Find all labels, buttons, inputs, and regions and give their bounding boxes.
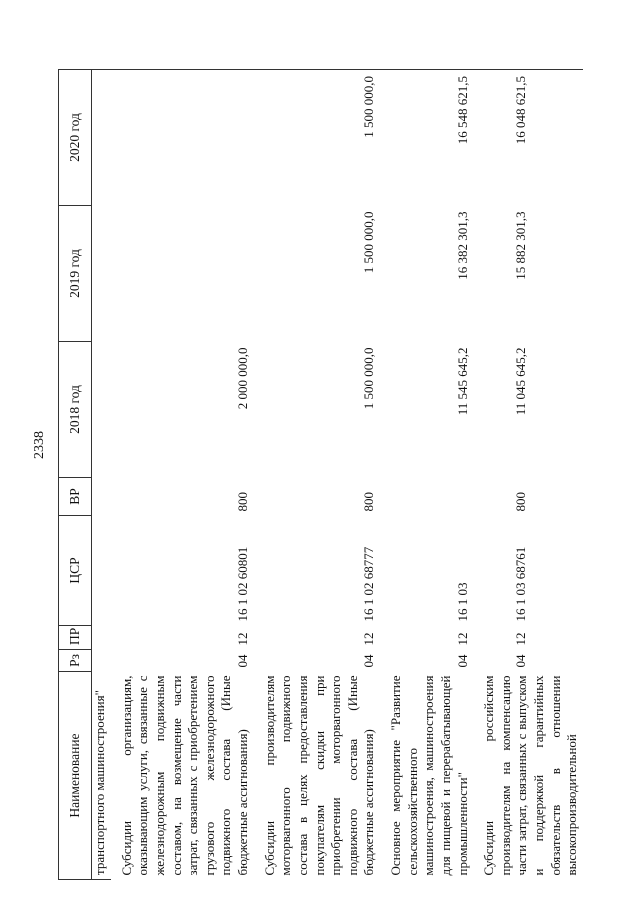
row-name: Субсидии производителям моторвагонного подвижного состава в целях предоставления покупателям скидки при приобретении моторвагонного подвижного состава (Иные бюджетные ассигнования)	[261, 675, 377, 876]
row-2019: 1 500 000,0	[361, 211, 377, 274]
row-name: Субсидии организациям, оказывающим услуги, связанные с железнодорожным подвижным составом, на возмещение части затрат, связанных с приобретением грузового железнодорожного подвижного состава (Иные бюджетные ассигнования)	[118, 675, 250, 876]
row-csr	[92, 516, 111, 626]
row-csr: 16 1 03 68761	[513, 546, 529, 622]
row-2019	[111, 206, 254, 342]
row-rz	[92, 650, 111, 672]
row-rz: 04	[235, 654, 250, 668]
row-2020: 1 500 000,0	[254, 70, 380, 206]
header-2019: 2019 год	[59, 206, 92, 342]
table-row	[111, 70, 254, 880]
header-2020: 2020 год	[59, 70, 92, 206]
row-2019: 15 882 301,3	[513, 211, 529, 280]
table-row	[473, 70, 583, 880]
header-csr: ЦСР	[59, 516, 92, 626]
row-rz: 04	[513, 654, 529, 668]
row-csr: 16 1 02 68777	[361, 546, 377, 622]
header-name: Наименование	[59, 672, 92, 880]
row-vr: 800	[235, 492, 250, 512]
row-pr: 12	[513, 632, 529, 646]
row-2019	[92, 206, 111, 342]
row-2020	[92, 70, 111, 206]
row-pr: 12	[235, 632, 250, 646]
row-vr	[92, 478, 111, 516]
row-2018: 11 045 645,2	[513, 347, 529, 416]
header-row	[59, 70, 92, 880]
row-2020: 16 048 621,5	[473, 70, 583, 206]
table-row	[92, 70, 111, 880]
row-name: Основное мероприятие "Развитие сельскохозяйственного машиностроения, машиностроения для пищевой и перерабатывающей промышленности"	[388, 675, 470, 876]
row-pr	[92, 626, 111, 650]
table-row	[254, 70, 380, 880]
row-csr: 16 1 02 60801	[235, 546, 250, 622]
row-vr: 800	[361, 492, 377, 512]
row-vr: 800	[513, 492, 529, 512]
rotated-table	[58, 70, 580, 880]
header-rz: Рз	[59, 650, 92, 672]
row-2020	[111, 70, 254, 206]
row-name: Субсидии российским производителям на компенсацию части затрат, связанных с выпуском и поддержкой гарантийных обязательств в отношении высокопроизводительной	[481, 675, 580, 876]
row-rz: 04	[361, 654, 377, 668]
row-name: транспортного машиностроения"	[92, 672, 111, 880]
row-2019: 16 382 301,3	[454, 211, 470, 280]
row-2018	[92, 342, 111, 478]
header-pr: ПР	[59, 626, 92, 650]
row-2018: 1 500 000,0	[361, 347, 377, 410]
row-pr: 12	[454, 632, 470, 646]
budget-table	[58, 69, 583, 880]
header-vr: ВР	[59, 478, 92, 516]
row-2018: 2 000 000,0	[235, 347, 250, 410]
header-2018: 2018 год	[59, 342, 92, 478]
row-csr: 16 1 03	[454, 582, 470, 622]
budget-table-container	[58, 70, 580, 880]
row-2018: 11 545 645,2	[454, 347, 470, 416]
page-number: 2338	[32, 431, 47, 459]
row-rz: 04	[454, 654, 470, 668]
table-row	[380, 70, 473, 880]
row-vr	[380, 478, 473, 516]
row-2020: 16 548 621,5	[380, 70, 473, 206]
row-pr: 12	[361, 632, 377, 646]
